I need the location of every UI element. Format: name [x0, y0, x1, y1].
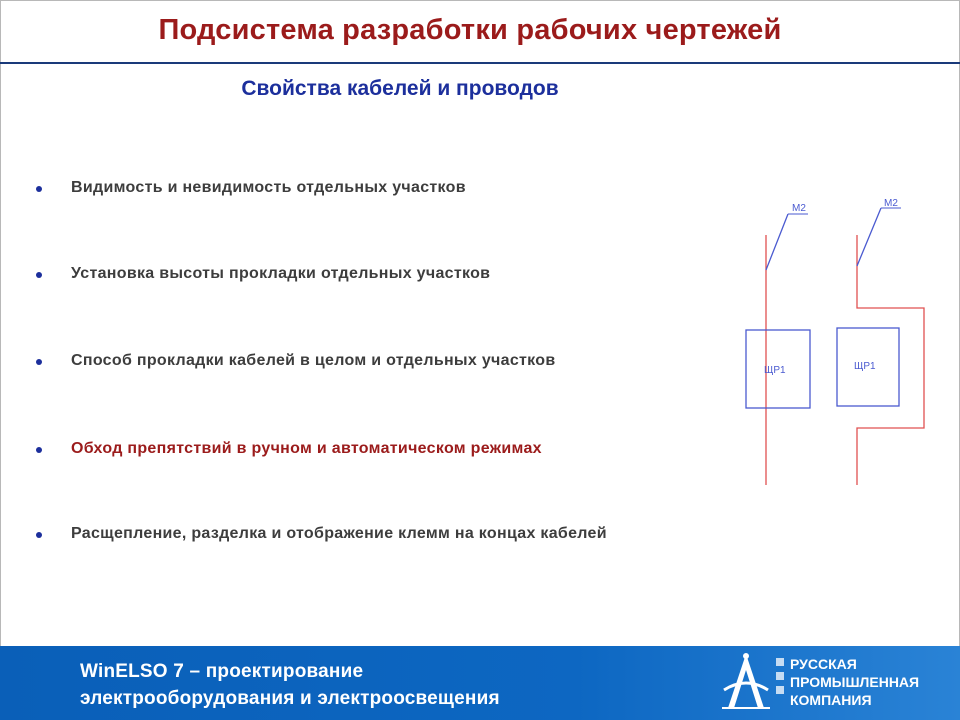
footer-bar: [0, 646, 960, 720]
slide-subtitle: Свойства кабелей и проводов: [241, 77, 559, 100]
bullet-dot-icon: [36, 186, 42, 192]
bullet-text: Установка высоты прокладки отдельных участков: [71, 265, 491, 282]
cable-routing-diagram: [730, 190, 940, 490]
right-cable-label: М2: [884, 198, 898, 209]
right-panel-label: ЩР1: [854, 361, 876, 372]
logo-line-3: КОМПАНИЯ: [790, 692, 872, 708]
logo-ornament-icon: [776, 686, 784, 694]
left-panel-label: ЩР1: [764, 365, 786, 376]
footer-line-1: WinELSO 7 – проектирование: [80, 661, 364, 682]
right-leader-line: [857, 208, 881, 266]
page-title: Подсистема разработки рабочих чертежей: [158, 14, 782, 46]
bullet-dot-icon: [36, 359, 42, 365]
company-logo: [718, 650, 950, 716]
title-divider: [0, 62, 960, 64]
compass-emblem-icon: [722, 653, 770, 708]
bullet-text: Расщепление, разделка и отображение клемм на концах кабелей: [71, 525, 607, 542]
footer-line-2: электрооборудования и электроосвещения: [80, 688, 500, 709]
left-leader-line: [766, 214, 788, 270]
logo-ornament-icon: [776, 672, 784, 680]
bullet-text: Видимость и невидимость отдельных участков: [71, 179, 466, 196]
bullet-text: Способ прокладки кабелей в целом и отдельных участков: [71, 352, 556, 369]
bullet-dot-icon: [36, 532, 42, 538]
logo-line-2: ПРОМЫШЛЕННАЯ: [790, 674, 920, 690]
bullet-dot-icon: [36, 447, 42, 453]
left-cable-label: М2: [792, 203, 806, 214]
right-cable-detour: [857, 235, 924, 485]
footer-caption: [80, 658, 500, 712]
bullet-text: Обход препятствий в ручном и автоматическом режимах: [71, 440, 542, 457]
logo-line-1: РУССКАЯ: [790, 656, 857, 672]
logo-ornament-icon: [776, 658, 784, 666]
bullet-dot-icon: [36, 272, 42, 278]
